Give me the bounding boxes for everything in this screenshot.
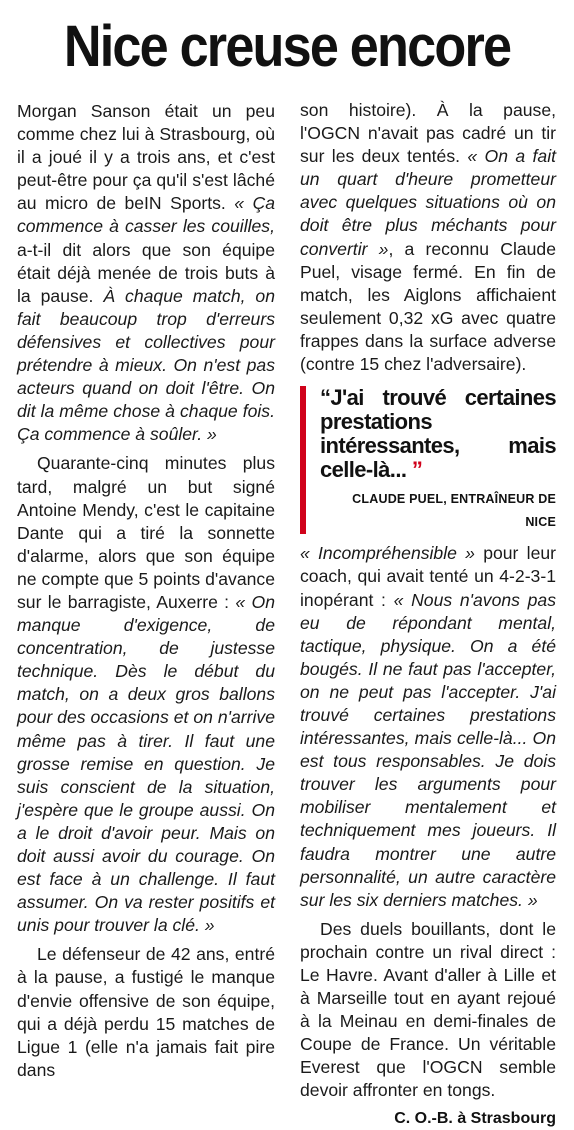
article-signature: C. O.-B. à Strasbourg <box>394 1109 556 1127</box>
paragraph-defender <box>17 943 275 1082</box>
paragraph-text: Morgan Sanson était un peu comme chez lui à Strasbourg, où il a joué il y a trois ans, et c'est peut-être pour ça qu'il s'est lâché au micro de beIN Sports. <box>17 101 275 214</box>
paragraph-fixtures <box>300 918 556 1103</box>
pull-quote-author: CLAUDE PUEL, ENTRAÎNEUR DE NICE <box>352 492 556 530</box>
pull-quote-body: J'ai trouvé certaines prestations intéressantes, mais celle-là... <box>320 385 556 483</box>
article-column-right <box>300 99 556 1130</box>
paragraph-dante <box>17 452 275 937</box>
paragraph-text: Le défenseur de 42 ans, entré à la pause, a fustigé le manque d'envie offensive de son équipe, qui a déjà perdu 15 matches de Ligue 1 (elle n'a jamais fait pire dans <box>17 944 275 1080</box>
quote-incomprehensible: « Incompréhensible » <box>300 543 475 564</box>
paragraph-halftime <box>300 99 556 376</box>
article-title: Nice creuse encore <box>63 14 511 79</box>
paragraph-text: son histoire). À la pause, l'OGCN n'avait pas cadré un tir sur les deux tentés. <box>300 100 556 167</box>
paragraph-text: , a reconnu Claude Puel, visage fermé. En fin de match, les Aiglons affichaient seulement 0,32 xG avec quatre frappes dans la surface adverse (contre 15 chez l'adversaire). <box>300 238 556 375</box>
quote-sanson-1: « Ça commence à casser les couilles, <box>17 193 275 237</box>
pull-quote-text <box>320 386 556 482</box>
paragraph-text: pour leur coach, qui avait tenté un 4-2-3-1 inopérant : <box>300 543 556 610</box>
pull-quote-close-mark: ” <box>411 457 423 483</box>
quote-puel-1: « On a fait un quart d'heure prometteur avec quelques situations où on doit être plus méchants pour convertir » <box>300 146 556 259</box>
quote-dante: « On manque d'exigence, de concentration, de justesse technique. Dès le début du match, on a deux gros ballons pour des occasions et on n'arrive même pas à tirer. Il faut une grosse remise en question. Je suis conscient de la situation, j'espère que le groupe aussi. On a le droit d'avoir peur. Mais on doit aussi avoir du courage. On est face à un challenge. Il faut assumer. On va rester positifs et unis pour trouver la clé. » <box>17 591 275 936</box>
paragraph-coach <box>300 542 556 912</box>
paragraph-text: Quarante-cinq minutes plus tard, malgré un but signé Antoine Mendy, c'est le capitaine Dante qui a tiré la sonnette d'alarme, alors que son équipe ne compte que 5 points d'avance sur le barragiste, Auxerre : <box>17 453 275 612</box>
pull-quote-open-mark: “ <box>320 385 331 411</box>
paragraph-text: Des duels bouillants, dont le prochain contre un rival direct : Le Havre. Avant d'aller à Lille et à Marseille tout en ayant rejoué à la Meinau en demi-finales de Coupe de France. Un véritable Everest que l'OGCN semble devoir affronter en tongs. <box>300 918 556 1101</box>
paragraph-text: a-t-il dit alors que son équipe était déjà menée de trois buts à la pause. <box>17 239 275 306</box>
quote-puel-2: « Nous n'avons pas eu de répondant mental, tactique, physique. On a été bougés. Il ne faut pas l'accepter, on ne peut pas l'accepter. J'ai trouvé certaines prestations intéressantes, mais celle-là... On est tous responsables. Je dois trouver les arguments pour mobiliser mentalement et techniquement mes joueurs. Il faudra montrer une autre personnalité, un autre caractère sur les six derniers matches. » <box>300 589 556 910</box>
quote-sanson-2: À chaque match, on fait beaucoup trop d'erreurs défensives et collectives pour prétendre à mieux. On n'est pas acteurs quand on doit l'être. On dit la même chose à chaque fois. Ça commence à soûler. » <box>17 285 276 445</box>
pull-quote <box>300 386 556 534</box>
paragraph-intro <box>17 100 275 446</box>
article-column-left <box>17 100 275 1082</box>
